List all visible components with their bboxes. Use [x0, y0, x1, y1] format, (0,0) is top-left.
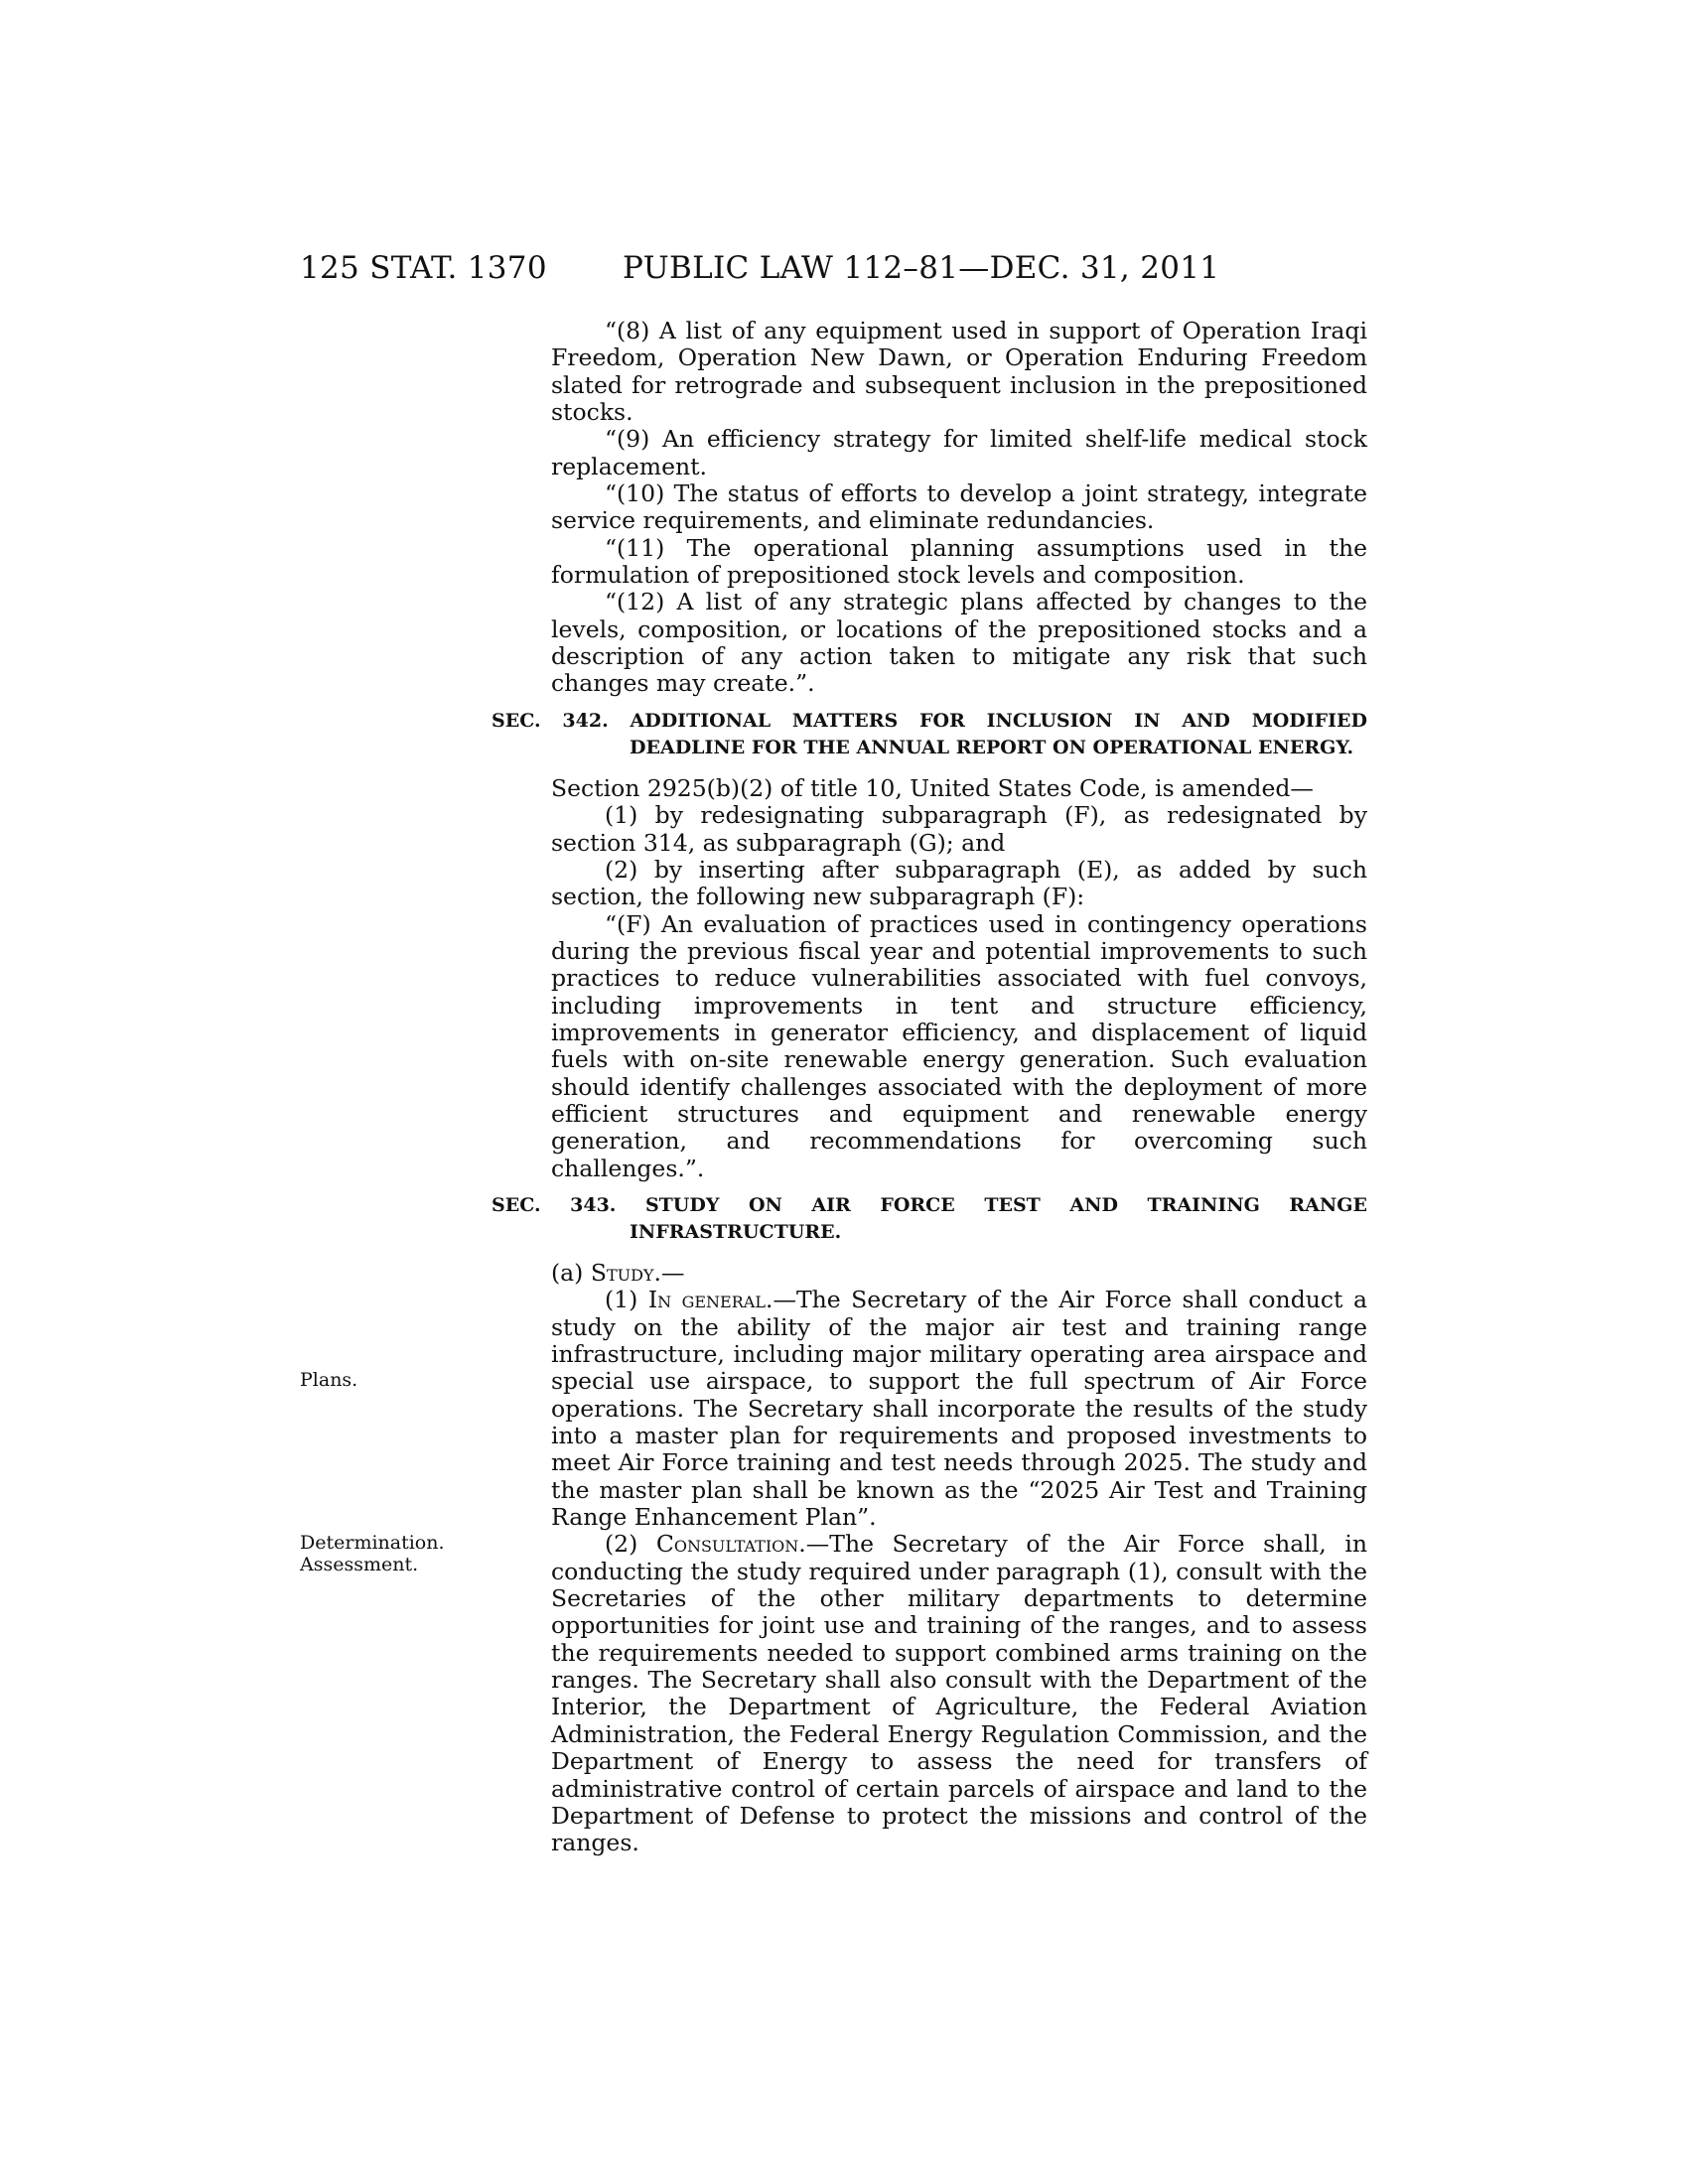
section-343-subsection-a: (a) Study.—: [551, 1258, 685, 1287]
paragraph-1-text: The Secretary of the Air Force shall conduct a study on the ability of the major air test and training range infrastructure, including major military operating area airspace and special use airspace, to support the full spectrum of Air Force operations. The Secretary shall incorporate the results of the study into a master plan for requirements and proposed investments to meet Air Force training and test needs through 2025. The study and the master plan shall be known as the “2025 Air Test and Training Range Enhancement Plan”.: [551, 1286, 1367, 1532]
paragraph-10: “(10) The status of efforts to develop a joint strategy, integrate service requirements, and eliminate redundancies.: [551, 479, 1367, 535]
section-342-item-2: (2) by inserting after subparagraph (E), as added by such section, the following new subparagraph (F):: [551, 855, 1367, 911]
body-text-column: [492, 317, 1367, 1857]
page-running-title: PUBLIC LAW 112–81—DEC. 31, 2011: [623, 250, 1220, 286]
section-343-paragraph-1: (1) In general.—The Secretary of the Air Force shall conduct a study on the ability of the major air test and training range infrastructure, including major military operating area airspace and special use airspace, to support the full spectrum of Air Force operations. The Secretary shall incorporate the results of the study into a master plan for requirements and proposed investments to meet Air Force training and test needs through 2025. The study and the master plan shall be known as the “2025 Air Test and Training Range Enhancement Plan”.: [551, 1286, 1367, 1532]
section-342-heading: SEC. 342. ADDITIONAL MATTERS FOR INCLUSION IN AND MODIFIED DEADLINE FOR THE ANNUAL REPORT ON OPERATIONAL ENERGY.: [492, 709, 1367, 758]
paragraph-9: “(9) An efficiency strategy for limited shelf-life medical stock replacement.: [551, 425, 1367, 480]
section-342-intro: Section 2925(b)(2) of title 10, United States Code, is amended—: [551, 773, 1314, 802]
paragraph-2-number: (2): [605, 1530, 638, 1559]
paragraph-2-text: The Secretary of the Air Force shall, in conducting the study required under paragraph (1), consult with the Secretaries of the other military departments to determine opportunities for joint use and training of the ranges, and to assess the requirements needed to support combined arms training on the ranges. The Secretary shall also consult with the Department of the Interior, the Department of Agriculture, the Federal Aviation Administration, the Federal Energy Regulation Commission, and the Department of Energy to assess the need for transfers of administrative control of certain parcels of airspace and land to the Department of Defense to protect the missions and control of the ranges.: [551, 1530, 1367, 1857]
paragraph-11: “(11) The operational planning assumptions used in the formulation of prepositioned stock levels and composition.: [551, 533, 1367, 590]
section-342-item-1: (1) by redesignating subparagraph (F), as redesignated by section 314, as subparagraph (G); and: [551, 801, 1367, 857]
paragraph-8: “(8) A list of any equipment used in support of Operation Iraqi Freedom, Operation New Dawn, or Operation Enduring Freedom slated for retrograde and subsequent inclusion in the prepositioned stocks.: [551, 317, 1367, 427]
paragraph-2-heading: Consultation: [655, 1530, 799, 1559]
section-342-subparagraph-F: “(F) An evaluation of practices used in contingency operations during the previous fiscal year and potential improvements to such practices to reduce vulnerabilities associated with fuel convoys, including improvements in tent and structure efficiency, improvements in generator efficiency, and displacement of liquid fuels with on-site renewable energy generation. Such evaluation should identify challenges associated with the deployment of more efficient structures and equipment and renewable energy generation, and recommendations for overcoming such challenges.”.: [551, 909, 1367, 1182]
page-stat-citation: 125 STAT. 1370: [300, 250, 547, 286]
margin-note-assessment: Assessment.: [300, 1554, 419, 1575]
margin-note-plans: Plans.: [300, 1369, 358, 1391]
subsection-a-heading: Study: [590, 1258, 654, 1287]
paragraph-1-number: (1): [605, 1286, 638, 1314]
section-343-heading: SEC. 343. STUDY ON AIR FORCE TEST AND TRAINING RANGE INFRASTRUCTURE.: [492, 1193, 1367, 1243]
paragraph-12: “(12) A list of any strategic plans affected by changes to the levels, composition, or locations of the prepositioned stocks and a description of any action taken to mitigate any risk that such changes may create.”.: [551, 588, 1367, 698]
margin-note-determination: Determination.: [300, 1532, 445, 1554]
section-343-paragraph-2: (2) Consultation.—The Secretary of the Air Force shall, in conducting the study required under paragraph (1), consult with the Secretaries of the other military departments to determine opportunities for joint use and training of the ranges, and to assess the requirements needed to support combined arms training on the ranges. The Secretary shall also consult with the Department of the Interior, the Department of Agriculture, the Federal Aviation Administration, the Federal Energy Regulation Commission, and the Department of Energy to assess the need for transfers of administrative control of certain parcels of airspace and land to the Department of Defense to protect the missions and control of the ranges.: [551, 1530, 1367, 1857]
subsection-a-number: (a): [551, 1258, 584, 1287]
paragraph-1-heading: In general: [647, 1286, 766, 1314]
